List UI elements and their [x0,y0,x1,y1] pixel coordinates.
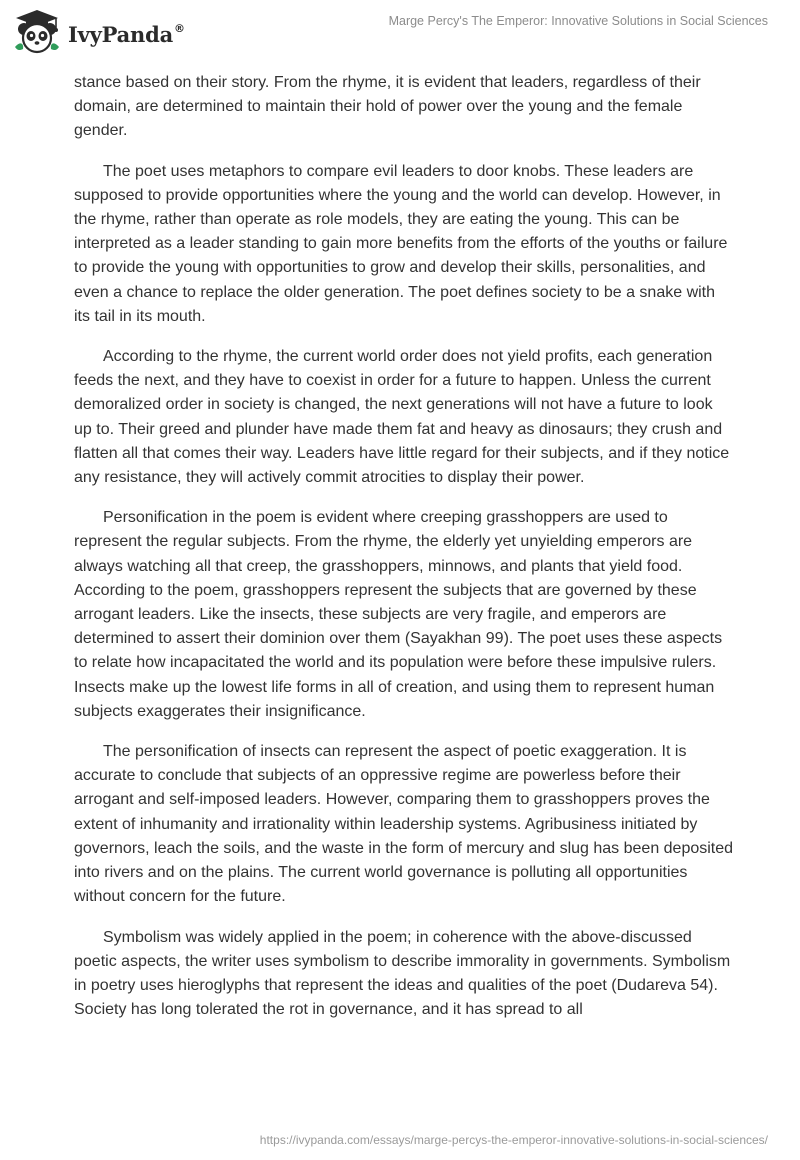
paragraph: Symbolism was widely applied in the poem; in coherence with the above-discussed poetic aspects, the writer uses symbolism to describe immorality in governments. Symbolism in poetry uses hieroglyphs that represent the ideas and qualities of the poet (Dudareva 54). Society has long tolerated the rot in governance, and it has spread to all [74,928,731,1019]
page-header [0,0,800,66]
document-title: Marge Percy's The Emperor: Innovative Solutions in Social Sciences [388,14,768,28]
panda-graduate-icon [12,9,62,55]
paragraph: The poet uses metaphors to compare evil leaders to door knobs. These leaders are supposed to provide opportunities where the young and the world can develop. However, in the rhyme, rather than operate as role models, they are eating the young. This can be interpreted as a leader standing to gain more benefits from the efforts of the youths or failure to provide the young with opportunities to grow and develop their skills, personalities, and even a chance to replace the older generation. The poet defines society to be a snake with its tail in its mouth. [74,162,728,325]
brand-name: IvyPanda® [68,21,185,47]
paragraph: According to the rhyme, the current world order does not yield profits, each generation feeds the next, and they have to coexist in order for a future to happen. Unless the current demoralized order in society is changed, the next generations will not have a future to look up to. Their greed and plunder have made them fat and heavy as dinosaurs; they crush and flatten all that comes their way. Leaders have little regard for their subjects, and if they notice any resistance, they will actively commit atrocities to display their power. [74,348,730,487]
registered-mark: ® [174,21,185,35]
paragraph: stance based on their story. From the rhyme, it is evident that leaders, regardless of their domain, are determined to maintain their hold of power over the young and the female gender. [74,74,701,140]
brand-logo[interactable] [12,9,185,55]
paragraph: The personification of insects can represent the aspect of poetic exaggeration. It is accurate to conclude that subjects of an oppressive regime are powerless before their arrogant and self-imposed leaders. However, comparing them to grasshoppers proves the extent of inhumanity and irrationality within leadership systems. Agribusiness initiated by governors, leach the soils, and the waste in the form of mercury and slug has been deposited into rivers and on the plains. The current world governance is polluting all opportunities without concern for the future. [74,743,734,906]
paragraph: Personification in the poem is evident where creeping grasshoppers are used to represent the regular subjects. From the rhyme, the elderly yet unyielding emperors are always watching all that creep, the grasshoppers, minnows, and plants that yield food. According to the poem, grasshoppers represent the subjects that are governed by these arrogant leaders. Like the insects, these subjects are very fragile, and emperors are determined to assert their dominion over them (Sayakhan 99). The poet uses these aspects to relate how incapacitated the world and its population were before these impulsive rulers. Insects make up the lowest life forms in all of creation, and using them to represent human subjects exaggerates their insignificance. [74,509,723,720]
essay-body [74,71,734,1038]
source-url[interactable]: https://ivypanda.com/essays/marge-percys-the-emperor-innovative-solutions-in-social-sciences/ [259,1133,768,1147]
